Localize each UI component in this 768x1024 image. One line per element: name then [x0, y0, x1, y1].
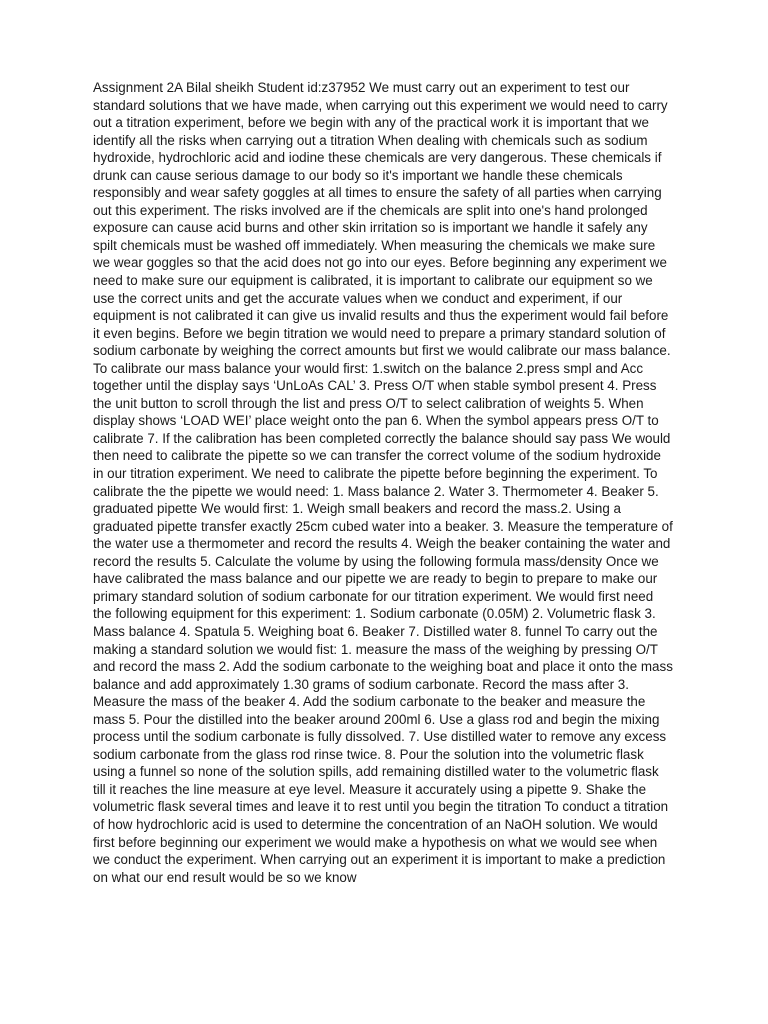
assignment-body-text: Assignment 2A Bilal sheikh Student id:z37952 We must carry out an experiment to test our standard solutions that we have made, when carrying out this experiment we would need to carry out a titration experiment, before we begin with any of the practical work it is important that we identify all the risks when carrying out a titration When dealing with chemicals such as sodium hydroxide, hydrochloric acid and iodine these chemicals are very dangerous. These chemicals if drunk can cause serious damage to our body so it's important we handle these chemicals responsibly and wear safety goggles at all times to ensure the safety of all parties when carrying out this experiment. The risks involved are if the chemicals are split into one's hand prolonged exposure can cause acid burns and other skin irritation so is important we handle it safely any spilt chemicals must be washed off immediately. When measuring the chemicals we make sure we wear goggles so that the acid does not go into our eyes. Before beginning any experiment we need to make sure our equipment is calibrated, it is important to calibrate our equipment so we use the correct units and get the accurate values when we conduct and experiment, if our equipment is not calibrated it can give us invalid results and thus the experiment would fail before it even begins. Before we begin titration we would need to prepare a primary standard solution of sodium carbonate by weighing the correct amounts but first we would calibrate our mass balance. To calibrate our mass balance your would first: 1.switch on the balance 2.press smpl and Acc together until the display says ‘UnLoAs CAL’ 3. Press O/T when stable symbol present 4. Press the unit button to scroll through the list and press O/T to select calibration of weights 5. When display shows ‘LOAD WEI’ place weight onto the pan 6. When the symbol appears press O/T to calibrate 7. If the calibration has been completed correctly the balance should say pass We would then need to calibrate the pipette so we can transfer the correct volume of the sodium hydroxide in our titration experiment. We need to calibrate the pipette before beginning the experiment. To calibrate the the pipette we would need: 1. Mass balance 2. Water 3. Thermometer 4. Beaker 5. graduated pipette We would first: 1. Weigh small beakers and record the mass.2. Using a graduated pipette transfer exactly 25cm cubed water into a beaker. 3. Measure the temperature of the water use a thermometer and record the results 4. Weigh the beaker containing the water and record the results 5. Calculate the volume by using the following formula mass/density Once we have calibrated the mass balance and our pipette we are ready to begin to prepare to make our primary standard solution of sodium carbonate for our titration experiment. We would first need the following equipment for this experiment: 1. Sodium carbonate (0.05M) 2. Volumetric flask 3. Mass balance 4. Spatula 5. Weighing boat 6. Beaker 7. Distilled water 8. funnel To carry out the making a standard solution we would fist: 1. measure the mass of the weighing by pressing O/T and record the mass 2. Add the sodium carbonate to the weighing boat and place it onto the mass balance and add approximately 1.30 grams of sodium carbonate. Record the mass after 3. Measure the mass of the beaker 4. Add the sodium carbonate to the beaker and measure the mass 5. Pour the distilled into the beaker around 200ml 6. Use a glass rod and begin the mixing process until the sodium carbonate is fully dissolved. 7. Use distilled water to remove any excess sodium carbonate from the glass rod rinse twice. 8. Pour the solution into the volumetric flask using a funnel so none of the solution spills, add remaining distilled water to the volumetric flask till it reaches the line measure at eye level. Measure it accurately using a pipette 9. Shake the volumetric flask several times and leave it to rest until you begin the titration To conduct a titration of how hydrochloric acid is used to determine the concentration of an NaOH solution. We would first before beginning our experiment we would make a hypothesis on what we would see when we conduct the experiment. When carrying out an experiment it is important to make a prediction on what our end result would be so we know: [93, 80, 673, 885]
